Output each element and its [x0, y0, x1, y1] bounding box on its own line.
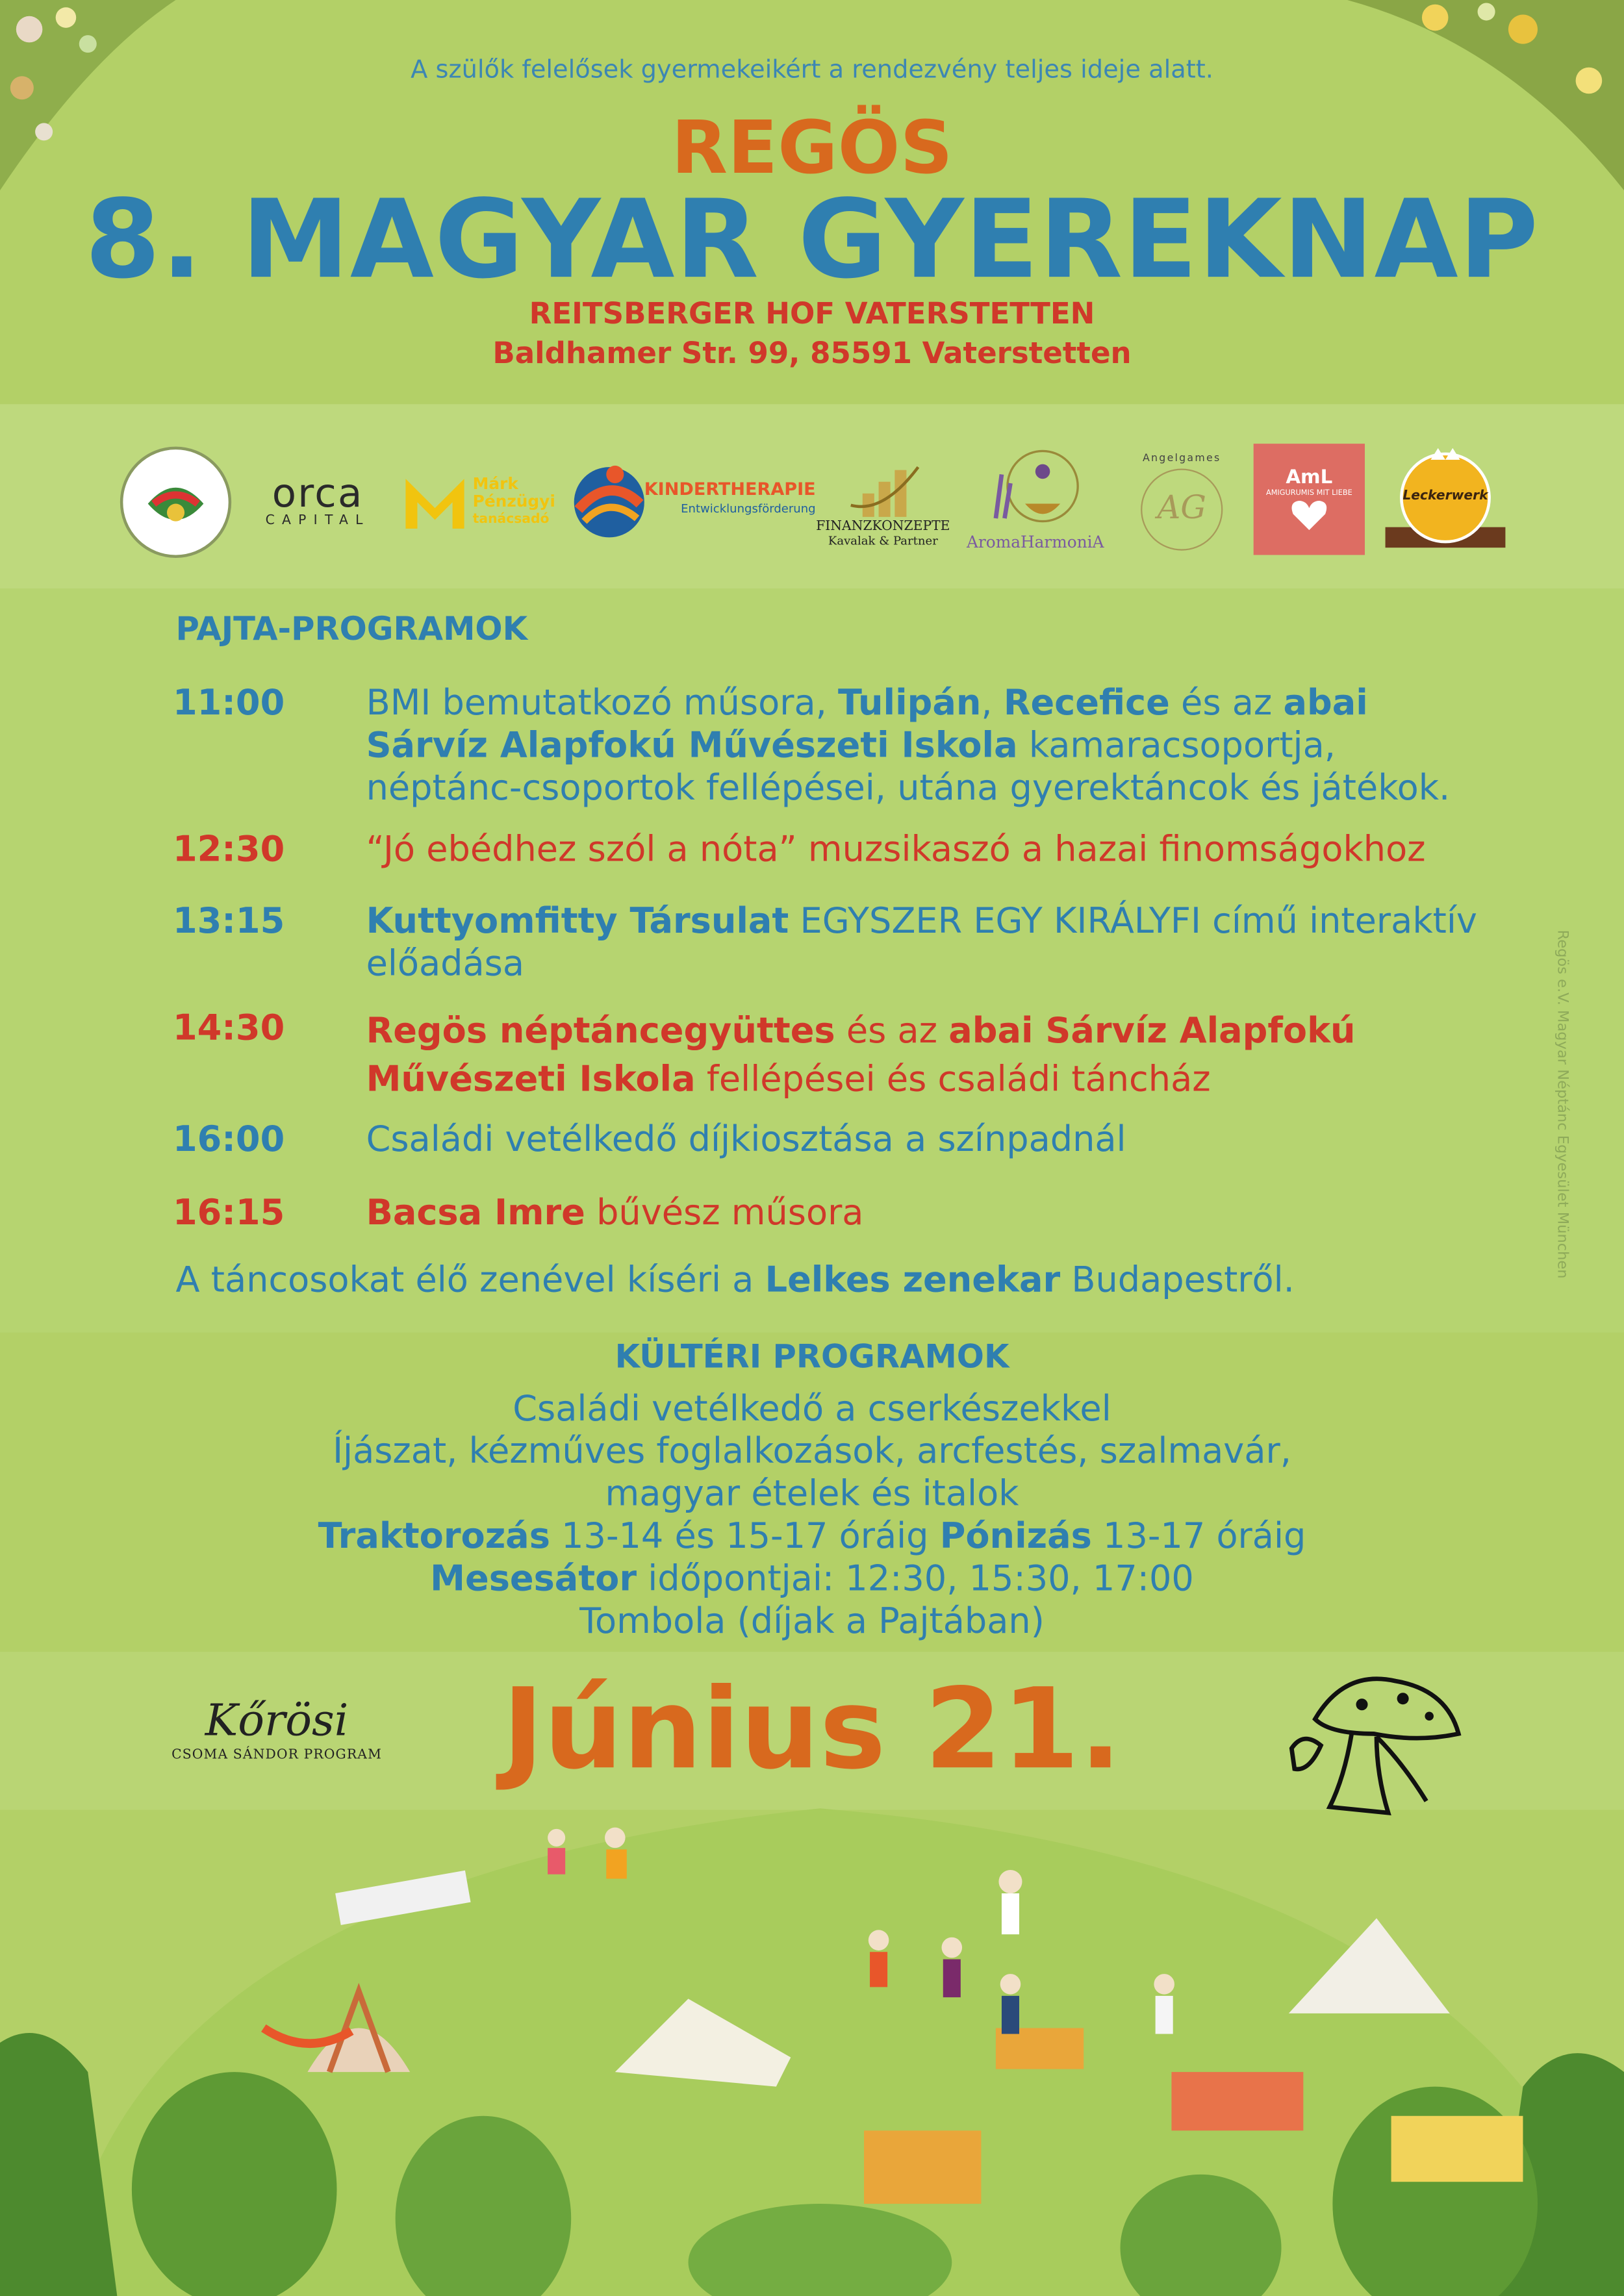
- kinder-sub: Entwicklungsförderung: [681, 502, 816, 516]
- leckerwerk-logo: [1382, 442, 1508, 557]
- singing-bowl-icon: [984, 444, 1087, 532]
- yarn-heart-icon: [1290, 497, 1328, 532]
- program-time: 12:30: [173, 829, 285, 870]
- aml-sub: AMIGURUMIS MIT LIEBE: [1265, 488, 1352, 498]
- angelgames-logo: [1124, 439, 1239, 562]
- orca-capital-logo: [252, 468, 384, 536]
- event-date: Június 21.: [502, 1663, 1122, 1794]
- program-text: Regös néptáncegyüttes és az abai Sárvíz Alapfokú Művészeti Iskola fellépései és családi táncház: [366, 1010, 1356, 1100]
- outdoor-list: [0, 1388, 1624, 1643]
- festival-meadow-illustration: [0, 1779, 1624, 2296]
- bar-chart-icon: [842, 460, 924, 519]
- m-monogram-icon: [402, 473, 466, 531]
- aroma-name: AromaHarmoniA: [967, 532, 1104, 551]
- finanz-sub: Kavalak & Partner: [828, 533, 938, 548]
- lecker-name: Leckerwerk: [1402, 489, 1488, 504]
- finanz-name: FINANZKONZEPTE: [816, 519, 950, 534]
- korosi-sub: CSOMA SÁNDOR PROGRAM: [171, 1748, 382, 1763]
- program-text: “Jó ebédhez szól a nóta” muzsikaszó a hazai finomságokhoz: [366, 829, 1426, 870]
- kinder-name: KINDERTHERAPIE: [644, 479, 816, 499]
- barn-heading: PAJTA-PROGRAMOK: [175, 612, 528, 649]
- mark-line2: Pénzügyi: [472, 492, 555, 511]
- kindertherapie-logo: [570, 457, 816, 542]
- org-name: REGÖS: [671, 105, 953, 191]
- angel-top: Angelgames: [1142, 451, 1221, 464]
- disclaimer-text: A szülők felelősek gyermekeikért a rendezvény teljes ideje alatt.: [411, 55, 1213, 85]
- side-note: Regös e.V. Magyar Néptánc Egyesület München: [1553, 929, 1570, 1279]
- mark-penzugyi-logo: [401, 466, 557, 539]
- program-text: Bacsa Imre bűvész műsora: [366, 1192, 864, 1233]
- music-note: A táncosokat élő zenével kíséri a Lelkes zenekar Budapestről.: [175, 1259, 1295, 1300]
- mark-line3: tanácsadó: [472, 512, 550, 527]
- angel-mono: AG: [1141, 468, 1223, 549]
- orca-sub: CAPITAL: [265, 514, 370, 529]
- program-text: Családi vetélkedő díjkiosztása a színpadnál: [366, 1118, 1126, 1160]
- program-time: 14:30: [173, 1007, 285, 1049]
- aromaharmonia-logo: [967, 436, 1104, 559]
- outdoor-line: Családi vetélkedő a cserkészekkel: [513, 1388, 1111, 1430]
- orca-name: orca: [272, 471, 364, 517]
- story-tent-line: Mesesátor időpontjai: 12:30, 15:30, 17:00: [430, 1558, 1194, 1599]
- program-text: Kuttyomfitty Társulat EGYSZER EGY KIRÁLYFI című interaktív előadása: [366, 900, 1477, 985]
- finanzkonzepte-logo: [817, 448, 949, 559]
- program-time: 11:00: [173, 682, 285, 724]
- outdoor-line: magyar ételek és italok: [605, 1473, 1019, 1515]
- venue-address: Baldhamer Str. 99, 85591 Vaterstetten: [492, 335, 1132, 371]
- program-time: 13:15: [173, 900, 285, 942]
- korosi-name: Kőrösi: [205, 1695, 349, 1747]
- event-title: 8. MAGYAR GYEREKNAP: [84, 177, 1540, 303]
- korosi-program-logo: [161, 1696, 392, 1787]
- amigurumis-logo: [1254, 444, 1365, 555]
- mark-line1: Márk: [472, 474, 518, 494]
- outdoor-heading: KÜLTÉRI PROGRAMOK: [615, 1339, 1009, 1377]
- hungarian-school-logo: [119, 445, 233, 559]
- aml-mono: AmL: [1286, 466, 1333, 488]
- program-time: 16:00: [173, 1118, 285, 1160]
- tractor-line: Traktorozás 13-14 és 15-17 óráig Pónizás 13-17 óráig: [318, 1515, 1306, 1557]
- program-text: BMI bemutatkozó műsora, Tulipán, Recefice és az abai Sárvíz Alapfokú Művészeti Iskola kamaracsoportja, néptánc-csoportok fellépései, utána gyerektáncok és játékok.: [366, 682, 1451, 809]
- program-time: 16:15: [173, 1192, 285, 1233]
- raffle-line: Tombola (díjak a Pajtában): [579, 1600, 1045, 1642]
- outdoor-line: Íjászat, kézműves foglalkozások, arcfestés, szalmavár,: [333, 1430, 1291, 1472]
- child-figure-icon: [570, 460, 644, 539]
- venue-name: REITSBERGER HOF VATERSTETTEN: [529, 296, 1095, 331]
